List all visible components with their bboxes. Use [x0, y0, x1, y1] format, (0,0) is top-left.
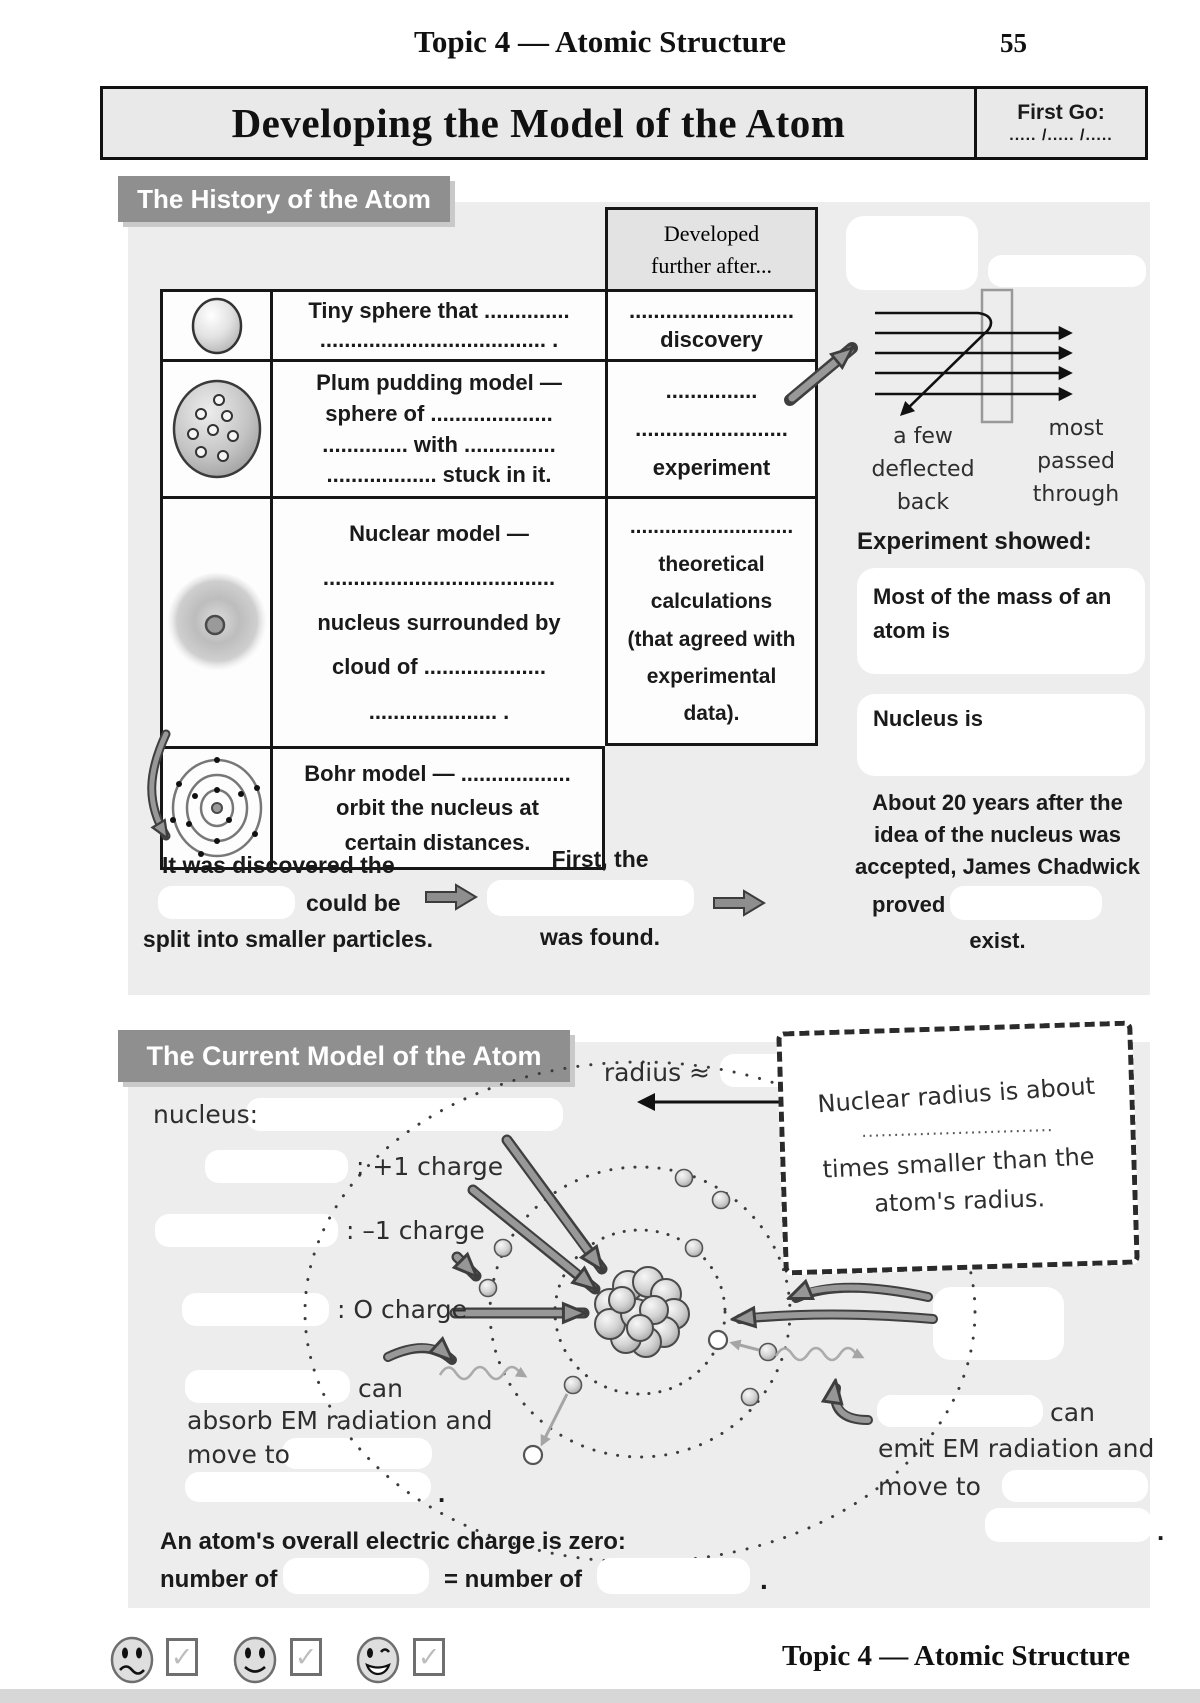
- bohr-curved-arrow-icon: [136, 728, 206, 858]
- discovered-line-2: could be: [306, 890, 401, 916]
- chadwick-proved-label: proved: [872, 892, 946, 917]
- chadwick-line-2: idea of the nucleus was: [874, 822, 1121, 847]
- rating-checkbox-happy[interactable]: ✓: [413, 1638, 445, 1676]
- flow-arrow-icon-2: [712, 888, 768, 918]
- happy-face-icon: [356, 1636, 400, 1684]
- number-of-label-1: number of: [160, 1566, 278, 1593]
- absorb-line-1: absorb EM radiation and: [187, 1406, 493, 1435]
- alpha-scattering-diagram: [780, 190, 1130, 440]
- title-bar: [100, 86, 1148, 160]
- gold-foil-rect: [982, 290, 1012, 422]
- absorb-can-label: can: [358, 1374, 403, 1403]
- answer-box-number-2[interactable]: [597, 1558, 750, 1594]
- plum-pudding-icon: [171, 378, 263, 480]
- first-go-label: First Go:: [1017, 101, 1105, 124]
- page-bottom-strip: [0, 1689, 1200, 1703]
- table-row-3-icon-cell: [160, 496, 270, 746]
- overall-charge-statement: An atom's overall electric charge is zero:: [160, 1528, 626, 1555]
- table-row-3-desc: Nuclear model — ...................................... nucleus surrounded by cloud of .................... ..................... .: [270, 496, 605, 746]
- nucleus-cluster: [595, 1267, 689, 1357]
- table-row-2-icon-cell: [160, 359, 270, 496]
- table-row-1-after: ........................... discovery: [605, 289, 818, 359]
- current-section-heading: The Current Model of the Atom: [118, 1030, 570, 1082]
- emit-move-to-label: move to: [878, 1472, 981, 1501]
- rating-checkbox-neutral[interactable]: ✓: [290, 1638, 322, 1676]
- neutral-face-icon: [233, 1636, 277, 1684]
- table-row-3-after: ............................ theoretical calculations (that agreed with experimental data).: [605, 496, 818, 746]
- overall-period: .: [760, 1564, 768, 1595]
- answer-box-first-found[interactable]: [487, 880, 694, 916]
- emit-line-1: emit EM radiation and: [878, 1434, 1155, 1463]
- discovered-line-1: It was discovered the: [162, 852, 395, 878]
- flow-arrow-icon-1: [424, 882, 480, 912]
- scattering-label-right: most passed through: [1032, 416, 1120, 507]
- plain-sphere-icon: [191, 297, 243, 355]
- page-title: Developing the Model of the Atom: [231, 100, 846, 146]
- history-section-heading: The History of the Atom: [118, 176, 450, 222]
- page-header-topic: Topic 4 — Atomic Structure: [414, 24, 786, 59]
- first-line-2: was found.: [539, 924, 661, 950]
- table-row-2-desc: Plum pudding model — sphere of .................... .............. with ............... .................. stuck in it.: [270, 359, 605, 496]
- first-line-1: First, the: [551, 846, 649, 872]
- number-of-label-2: = number of: [444, 1566, 583, 1593]
- answer-box-finding-1[interactable]: Most of the mass of an atom is: [857, 568, 1145, 674]
- zero-charge-label: : O charge: [337, 1295, 467, 1324]
- table-row-1-desc: Tiny sphere that .............. ..................................... .: [270, 289, 605, 359]
- sad-face-icon: [110, 1636, 154, 1684]
- first-go-value: ..... /..... /.....: [1009, 127, 1113, 144]
- table-row-4-desc: Bohr model — .................. orbit the nucleus at certain distances.: [270, 746, 605, 870]
- answer-box-chadwick[interactable]: [950, 886, 1102, 920]
- chadwick-line-3: accepted, James Chadwick: [855, 854, 1140, 879]
- footer-topic: Topic 4 — Atomic Structure: [782, 1640, 1130, 1672]
- radius-label: radius ≈: [603, 1058, 710, 1087]
- emit-period: .: [1157, 1516, 1165, 1546]
- experiment-showed-label: Experiment showed:: [857, 528, 1092, 555]
- table-row-1-icon-cell: [160, 289, 270, 359]
- answer-box-finding-2[interactable]: Nucleus is: [857, 694, 1145, 776]
- discovered-line-3: split into smaller particles.: [142, 926, 434, 952]
- answer-box-number-1[interactable]: [283, 1558, 429, 1594]
- chadwick-line-1: About 20 years after the: [872, 790, 1123, 815]
- table-column-header: Developed further after...: [605, 207, 818, 289]
- table-row-2-after: ............... ......................... experiment: [605, 359, 818, 496]
- emit-can-label: can: [1050, 1398, 1095, 1427]
- answer-box-discovered[interactable]: [158, 886, 295, 919]
- scattering-label-left: a few deflected back: [871, 424, 975, 515]
- absorb-period: .: [438, 1478, 446, 1508]
- first-go-box[interactable]: [974, 89, 1145, 157]
- nuclear-radius-note: Nuclear radius is about .............................. times smaller than the atom's radius.: [776, 1020, 1139, 1275]
- plus-charge-label: : +1 charge: [356, 1152, 504, 1181]
- deflected-alpha-path: [875, 313, 991, 414]
- absorb-move-to-label: move to: [187, 1440, 290, 1469]
- rating-checkbox-sad[interactable]: ✓: [166, 1638, 198, 1676]
- minus-charge-label: : –1 charge: [346, 1216, 485, 1245]
- nucleus-label: nucleus:: [153, 1100, 259, 1129]
- chadwick-exist-label: exist.: [969, 928, 1026, 953]
- page-number: 55: [1000, 28, 1027, 58]
- nuclear-model-icon: [165, 571, 269, 675]
- pointer-arrow-icon: [790, 348, 852, 400]
